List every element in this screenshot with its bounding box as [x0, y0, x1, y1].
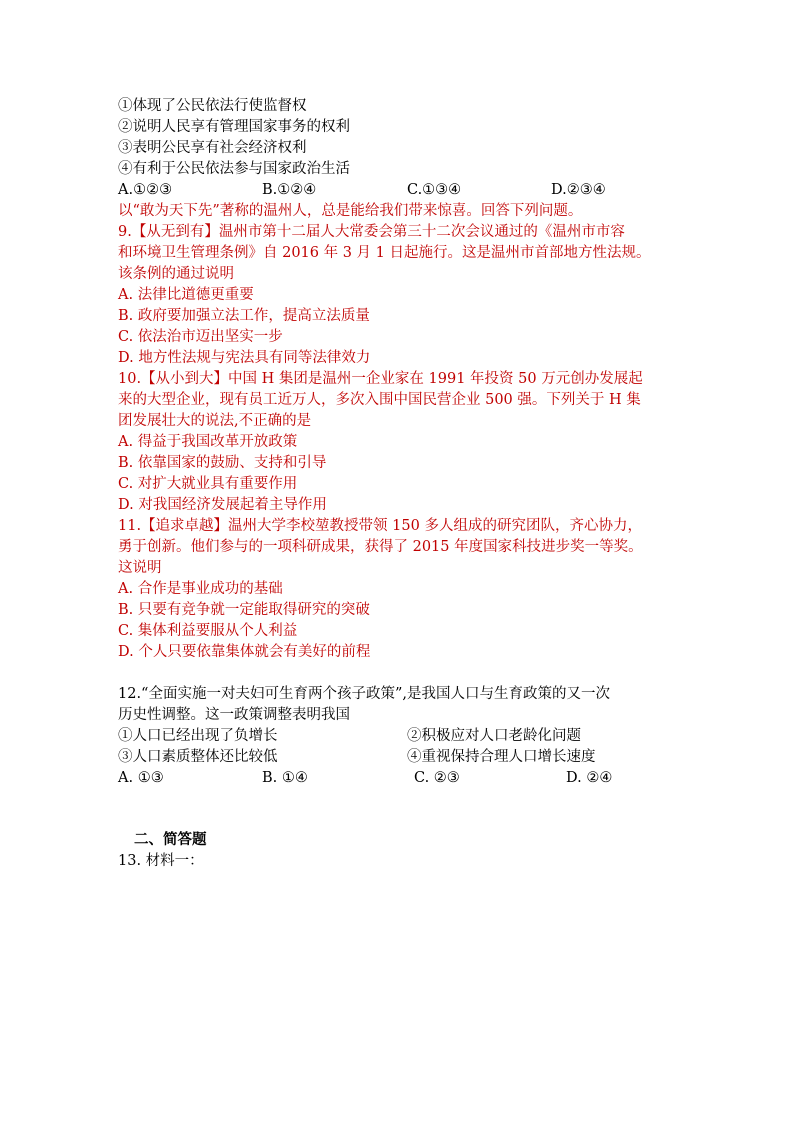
q10-option-b: B. 依靠国家的鼓励、支持和引导 [118, 455, 327, 471]
q8-option-c: C.①③④ [407, 182, 462, 198]
q12-statement-1: ①人口已经出现了负增长 [118, 728, 278, 744]
q12-statement-3: ③人口素质整体还比较低 [118, 749, 278, 765]
q8-option-b: B.①②④ [262, 182, 317, 198]
q9-stem-line-3: 该条例的通过说明 [118, 266, 234, 282]
q11-stem-line-2: 勇于创新。他们参与的一项科研成果，获得了 2015 年度国家科技进步奖一等奖。 [118, 539, 643, 555]
q9-stem-line-2: 和环境卫生管理条例》自 2016 年 3 月 1 日起施行。这是温州市首部地方性法规。 [118, 245, 651, 261]
q10-option-c: C. 对扩大就业具有重要作用 [118, 476, 298, 492]
q9-option-c: C. 依法治市迈出坚实一步 [118, 329, 283, 345]
q13-label: 13. 材料一： [118, 853, 204, 869]
q10-stem-line-3: 团发展壮大的说法,不正确的是 [118, 413, 312, 429]
section-2-title: 二、简答题 [134, 832, 207, 848]
q10-stem-line-2: 来的大型企业，现有员工近万人，多次入围中国民营企业 500 强。下列关于 H 集 [118, 392, 641, 408]
q8-statement-1: ①体现了公民依法行使监督权 [118, 98, 307, 114]
q11-stem-line-1: 11.【追求卓越】温州大学李校堃教授带领 150 多人组成的研究团队，齐心协力， [118, 518, 642, 534]
q11-stem-line-3: 这说明 [118, 560, 162, 576]
q12-statement-4: ④重视保持合理人口增长速度 [407, 749, 596, 765]
q9-option-b: B. 政府要加强立法工作，提高立法质量 [118, 308, 370, 324]
q12-option-c: C. ②③ [414, 770, 460, 786]
q11-option-d: D. 个人只要依靠集体就会有美好的前程 [118, 644, 371, 660]
q10-option-d: D. 对我国经济发展起着主导作用 [118, 497, 327, 513]
q12-option-d: D. ②④ [566, 770, 613, 786]
q8-statement-2: ②说明人民享有管理国家事务的权利 [118, 119, 350, 135]
q12-statement-2: ②积极应对人口老龄化问题 [407, 728, 581, 744]
q12-stem-line-2: 历史性调整。这一政策调整表明我国 [118, 707, 350, 723]
q11-option-a: A. 合作是事业成功的基础 [118, 581, 283, 597]
q11-option-b: B. 只要有竞争就一定能取得研究的突破 [118, 602, 370, 618]
q9-option-d: D. 地方性法规与宪法具有同等法律效力 [118, 350, 371, 366]
q11-option-c: C. 集体利益要服从个人利益 [118, 623, 298, 639]
q12-option-a: A. ①③ [118, 770, 164, 786]
q8-statement-3: ③表明公民享有社会经济权利 [118, 140, 307, 156]
section-intro: 以“敢为天下先”著称的温州人，总是能给我们带来惊喜。回答下列问题。 [118, 203, 583, 219]
q8-option-d: D.②③④ [551, 182, 606, 198]
q10-option-a: A. 得益于我国改革开放政策 [118, 434, 298, 450]
q9-stem-line-1: 9.【从无到有】温州市第十二届人大常委会第三十二次会议通过的《温州市市容 [118, 224, 625, 240]
q8-option-a: A.①②③ [118, 182, 173, 198]
q10-stem-line-1: 10.【从小到大】中国 H 集团是温州一企业家在 1991 年投资 50 万元创办发展起 [118, 371, 643, 387]
q12-stem-line-1: 12.“全面实施一对夫妇可生育两个孩子政策”,是我国人口与生育政策的又一次 [118, 686, 610, 702]
q12-option-b: B. ①④ [262, 770, 308, 786]
q9-option-a: A. 法律比道德更重要 [118, 287, 254, 303]
q8-statement-4: ④有利于公民依法参与国家政治生活 [118, 161, 350, 177]
